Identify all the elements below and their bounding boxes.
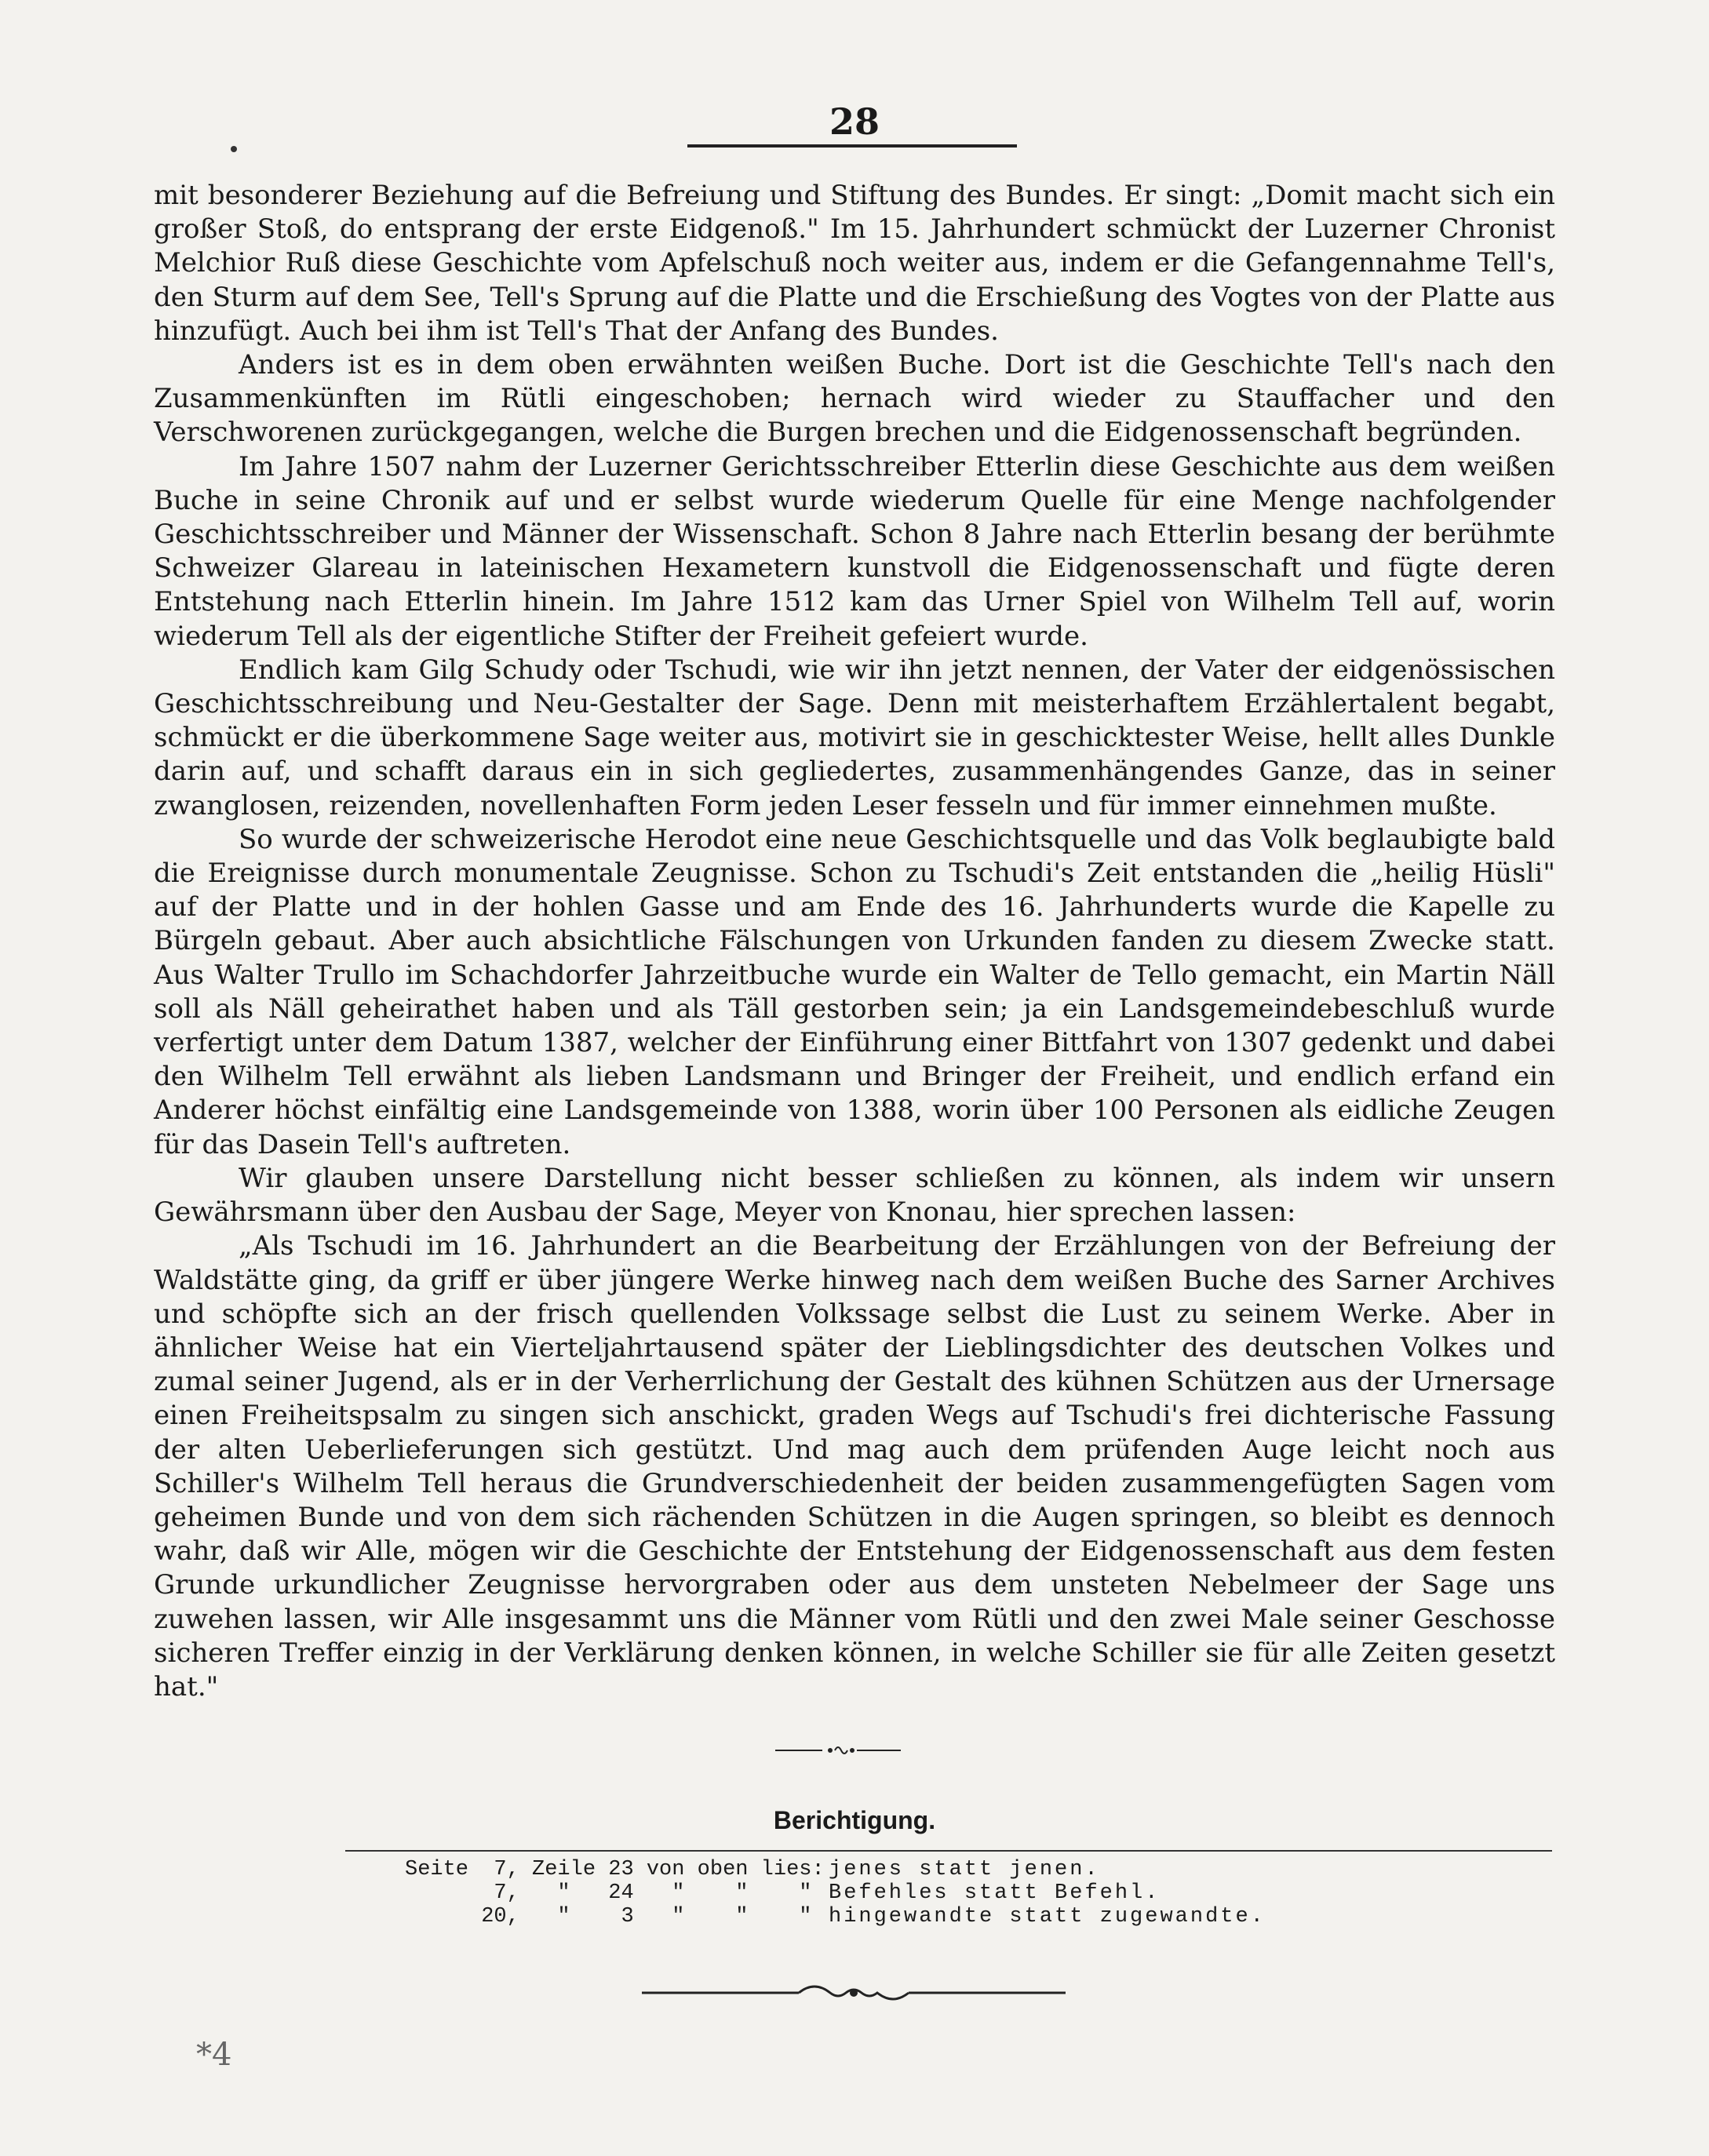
page-number: 28 [829, 100, 880, 143]
correction-row [405, 1905, 1266, 1928]
paragraph: Im Jahre 1507 nahm der Luzerner Gerichtsschreiber Etterlin diese Geschichte aus dem weißen Buche in seine Chronik auf und er selbst wurde wiederum Quelle für eine Menge nachfolgender Geschichtsschreiber und Männer der Wissenschaft. Schon 8 Jahre nach Etterlin besang der berühmte Schweizer Glareau in lateinischen Hexametern kunstvoll die Eidgenossenschaft und fügte deren Entstehung nach Etterlin hinein. Im Jahre 1512 kam das Urner Spiel von Wilhelm Tell auf, worin wiederum Tell als der eigentliche Stifter der Freiheit gefeiert wurde. [154, 450, 1555, 652]
correction-fix: hingewandte statt zugewandte. [829, 1905, 1266, 1928]
paragraph-quote: „Als Tschudi im 16. Jahrhundert an die Bearbeitung der Erzählungen von der Befreiung der Waldstätte ging, da griff er über jüngere Werke hinweg nach dem weißen Buche des Sarner Archives und schöpfte sich an der frisch quellenden Volkssage selbst die Lust zu seinem Werke. Aber in ähnlicher Weise hat ein Vierteljahrtausend später der Lieblingsdichter des deutschen Volkes und zumal seiner Jugend, als er in der Verherrlichung der Gestalt des kühnen Schützen aus der Urnersage einen Freiheitspsalm zu singen sich anschickt, graden Wegs auf Tschudi's frei dichterische Fassung der alten Ueberlieferungen sich gestützt. Und mag auch dem prüfenden Auge leicht noch aus Schiller's Wilhelm Tell heraus die Grundverschiedenheit der beiden zusammengefügten Sagen vom geheimen Bunde und von dem sich rächenden Schützen in die Augen springen, so bleibt es dennoch wahr, daß wir Alle, mögen wir die Geschichte der Entstehung der Eidgenossenschaft aus dem festen Grunde urkundlicher Zeugnisse hervorgraben oder aus dem unsteten Nebelmeer der Sage uns zuwehen lassen, wir Alle insgesammt uns die Männer vom Rütli und den zwei Male seiner Geschosse sicheren Treffer einzig in der Verklärung denken können, in welche Schiller sie für alle Zeiten gesetzt hat." [154, 1230, 1555, 1703]
paragraph: Endlich kam Gilg Schudy oder Tschudi, wie wir ihn jetzt nennen, der Vater der eidgenössischen Geschichtsschreibung und Neu-Gestalter der Sage. Denn mit meisterhaftem Erzählertalent begabt, schmückt er die überkommene Sage weiter aus, motivirt sie in geschicktester Weise, hellt alles Dunkle darin auf, und schafft daraus ein in sich gegliedertes, zusammenhängendes Ganze, das in seiner zwanglosen, reizenden, novellenhaften Form jeden Leser fesseln und für immer einnehmen mußte. [154, 654, 1555, 821]
page-dot [231, 146, 237, 152]
header-rule [687, 144, 1017, 147]
paragraph: mit besonderer Beziehung auf die Befreiung und Stiftung des Bundes. Er singt: „Domit macht sich ein großer Stoß, do entsprang der erste Eidgenoß." Im 15. Jahrhundert schmückt der Luzerner Chronist Melchior Ruß diese Geschichte vom Apfelschuß noch weiter aus, indem er die Gefangennahme Tell's, den Sturm auf dem See, Tell's Sprung auf die Platte und die Erschießung des Vogtes von der Platte aus hinzufügt. Auch bei ihm ist Tell's That der Anfang des Bundes. [154, 180, 1555, 347]
end-ornament [642, 1977, 1066, 2009]
corrections-rule [345, 1850, 1552, 1852]
paragraph: Anders ist es in dem oben erwähnten weißen Buche. Dort ist die Geschichte Tell's nach den Zusammenkünften im Rütli eingeschoben; hernach wird wieder zu Stauffacher und den Verschworenen zurückgegangen, welche die Burgen brechen und die Eidgenossenschaft begründen. [154, 349, 1555, 449]
correction-fix: Befehles statt Befehl. [829, 1881, 1161, 1905]
correction-row [405, 1881, 1266, 1905]
corrections-title: Berichtigung. [773, 1806, 936, 1834]
correction-fix: jenes statt jenen. [829, 1858, 1100, 1881]
correction-reference: 20, " 3 " " " [405, 1905, 812, 1928]
paragraph: Wir glauben unsere Darstellung nicht besser schließen zu können, als indem wir unsern Gewährsmann über den Ausbau der Sage, Meyer von Knonau, hier sprechen lassen: [154, 1162, 1555, 1229]
section-ornament [775, 1740, 901, 1761]
correction-reference: 7, " 24 " " " [405, 1881, 812, 1905]
correction-row [405, 1858, 1266, 1881]
signature-mark: *4 [196, 2037, 232, 2073]
body-text [154, 179, 1555, 1704]
paragraph: So wurde der schweizerische Herodot eine neue Geschichtsquelle und das Volk beglaubigte bald die Ereignisse durch monumentale Zeugnisse. Schon zu Tschudi's Zeit entstanden die „heilig Hüsli" auf der Platte und in der hohlen Gasse und am Ende des 16. Jahrhunderts wurde die Kapelle zu Bürgeln gebaut. Aber auch absichtliche Fälschungen von Urkunden fanden zu diesem Zwecke statt. Aus Walter Trullo im Schachdorfer Jahrzeitbuche wurde ein Walter de Tello gemacht, ein Martin Näll soll als Näll geheirathet haben und als Täll gestorben sein; ja ein Landsgemeindebeschluß wurde verfertigt unter dem Datum 1387, welcher der Einführung einer Bittfahrt von 1307 gedenkt und dabei den Wilhelm Tell erwähnt als lieben Landsmann und Bringer der Freiheit, und endlich erfand ein Anderer höchst einfältig eine Landsgemeinde von 1388, worin über 100 Personen als eidliche Zeugen für das Dasein Tell's auftreten. [154, 823, 1555, 1160]
corrections-table [405, 1858, 1266, 1928]
correction-reference: Seite 7, Zeile 23 von oben lies: [405, 1858, 825, 1881]
